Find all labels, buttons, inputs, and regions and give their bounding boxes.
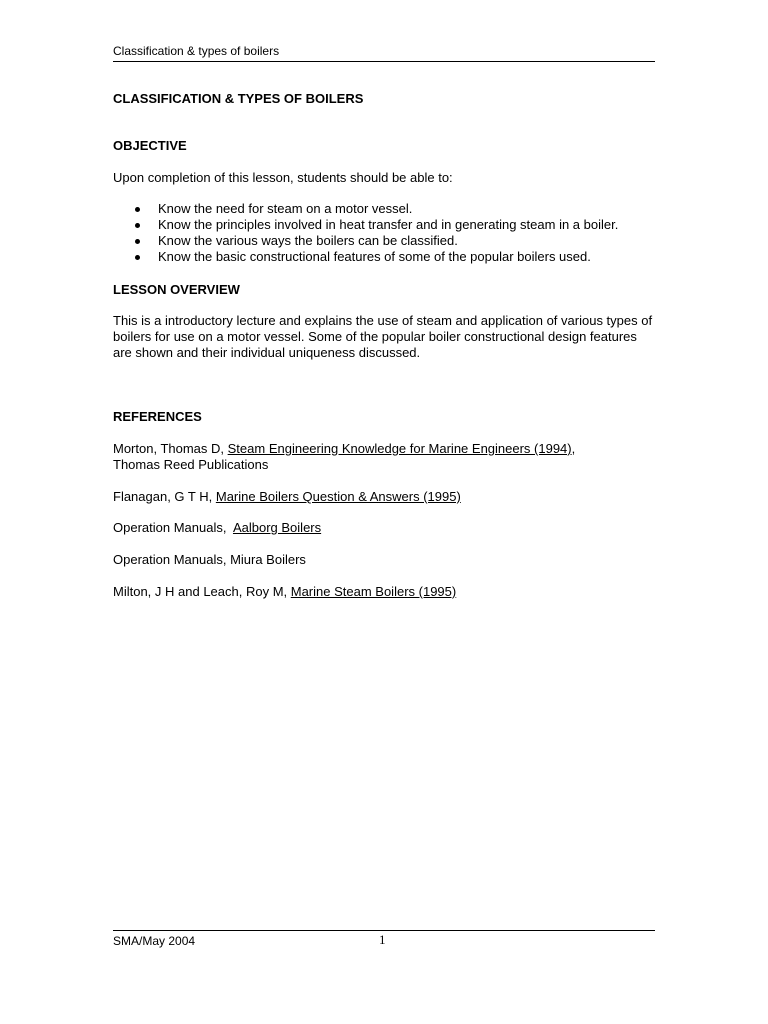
- objective-text: Know the basic constructional features of some of the popular boilers used.: [158, 249, 591, 264]
- reference-author: Flanagan, G T H,: [113, 489, 216, 504]
- reference-item: [113, 489, 653, 505]
- reference-title: Marine Boilers Question & Answers (1995): [215, 489, 461, 504]
- reference-author: Morton, Thomas D,: [113, 441, 228, 456]
- reference-author: Operation Manuals,: [113, 520, 233, 535]
- footer-date: SMA/May 2004: [113, 934, 196, 948]
- bullet-icon: [135, 223, 140, 228]
- bullet-icon: [135, 255, 140, 260]
- reference-author: Milton, J H and Leach, Roy M,: [113, 584, 291, 599]
- document-title: CLASSIFICATION & TYPES OF BOILERS: [113, 91, 364, 106]
- reference-item: [113, 584, 653, 600]
- references-heading: REFERENCES: [113, 409, 202, 424]
- reference-author: Operation Manuals, Miura Boilers: [113, 552, 306, 567]
- reference-title: Marine Steam Boilers (1995): [290, 584, 457, 599]
- list-item: [113, 249, 673, 265]
- running-header: Classification & types of boilers: [113, 44, 655, 62]
- objective-text: Know the need for steam on a motor vessel.: [158, 201, 413, 216]
- reference-publisher: Thomas Reed Publications: [113, 457, 269, 472]
- bullet-icon: [135, 207, 140, 212]
- reference-item: [113, 441, 653, 473]
- reference-title: Aalborg Boilers: [232, 520, 322, 535]
- page-number: 1: [379, 932, 386, 947]
- list-item: [113, 233, 673, 249]
- footer-divider: [113, 930, 655, 931]
- reference-item: [113, 520, 653, 536]
- lesson-overview-heading: LESSON OVERVIEW: [113, 282, 240, 297]
- objective-text: Know the principles involved in heat transfer and in generating steam in a boiler.: [158, 217, 619, 232]
- reference-punctuation: ,: [571, 441, 576, 456]
- lesson-overview-text: This is a introductory lecture and explains the use of steam and application of various types of boilers for use on a motor vessel. Some of the popular boiler constructional design features are shown and their individual uniqueness discussed.: [113, 313, 653, 360]
- list-item: [113, 201, 673, 217]
- bullet-icon: [135, 239, 140, 244]
- objectives-list: [113, 201, 673, 265]
- list-item: [113, 217, 673, 233]
- objective-heading: OBJECTIVE: [113, 138, 187, 153]
- reference-item: [113, 552, 653, 568]
- reference-title: Steam Engineering Knowledge for Marine Engineers (1994): [227, 441, 572, 456]
- objective-text: Know the various ways the boilers can be classified.: [158, 233, 458, 248]
- objective-intro: Upon completion of this lesson, students should be able to:: [113, 170, 453, 185]
